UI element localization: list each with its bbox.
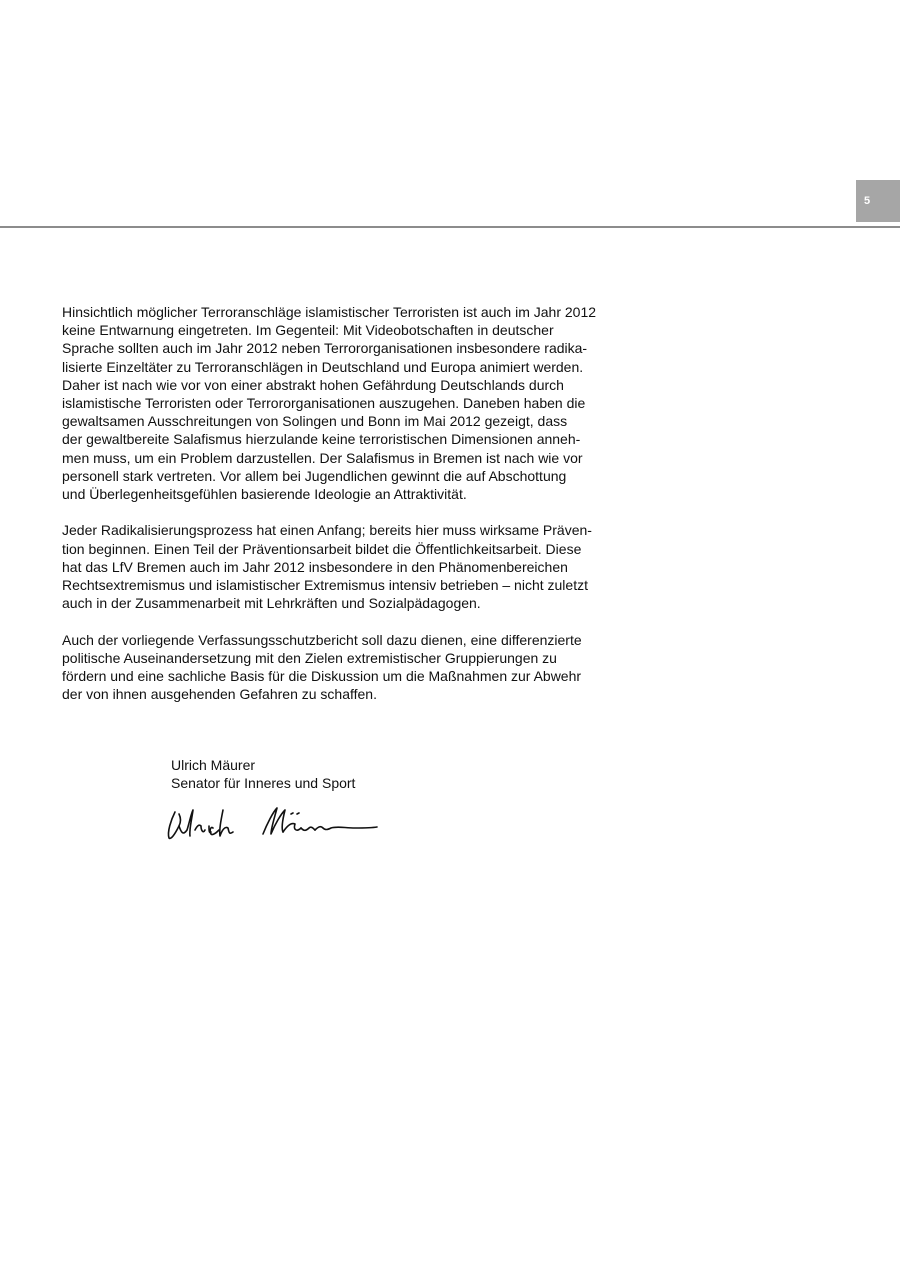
text-line: Hinsichtlich möglicher Terroranschläge islamistischer Terroristen ist auch im Jahr 2012 [62,304,597,320]
text-line: der von ihnen ausgehenden Gefahren zu schaffen. [62,686,377,703]
text-line: Jeder Radikalisierungsprozess hat einen Anfang; bereits hier muss wirksame Präven- [62,522,592,539]
page-number-tab [856,180,900,222]
paragraph-3 [62,631,622,704]
signatory-name: Ulrich Mäurer [171,757,256,773]
text-line: der gewaltbereite Salafismus hierzulande keine terroristischen Dimensionen anneh- [62,431,581,448]
text-line: Sprache sollten auch im Jahr 2012 neben Terrororganisationen insbesondere radika- [62,340,588,357]
paragraph-1 [62,303,622,503]
header-rule [0,226,900,228]
text-line: Auch der vorliegende Verfassungsschutzbericht soll dazu dienen, eine differenzierte [62,631,582,648]
text-line: Daher ist nach wie vor von einer abstrakt hohen Gefährdung Deutschlands durch [62,376,564,393]
text-line: tion beginnen. Einen Teil der Präventionsarbeit bildet die Öffentlichkeitsarbeit. Diese [62,540,582,557]
text-line: hat das LfV Bremen auch im Jahr 2012 insbesondere in den Phänomenbereichen [62,558,568,575]
text-line: men muss, um ein Problem darzustellen. Der Salafismus in Bremen ist nach wie vor [62,449,583,466]
paragraph-2 [62,521,622,612]
text-line: personell stark vertreten. Vor allem bei Jugendlichen gewinnt die auf Abschottung [62,467,567,484]
text-line: politische Auseinandersetzung mit den Zielen extremistischer Gruppierungen zu [62,649,557,666]
body-text [62,303,622,722]
text-line: lisierte Einzeltäter zu Terroranschlägen in Deutschland und Europa animiert werden. [62,358,584,375]
text-line: und Überlegenheitsgefühlen basierende Ideologie an Attraktivität. [62,486,467,503]
text-line: Rechtsextremismus und islamistischer Extremismus intensiv betrieben – nicht zuletzt [62,577,588,594]
signatory-title: Senator für Inneres und Sport [171,775,356,792]
text-line: fördern und eine sachliche Basis für die Diskussion um die Maßnahmen zur Abwehr [62,668,582,685]
text-line: auch in der Zusammenarbeit mit Lehrkräften und Sozialpädagogen. [62,595,481,612]
text-line: islamistische Terroristen oder Terrororganisationen auszugehen. Daneben haben die [62,395,586,412]
signature-block [171,756,355,792]
page-number: 5 [864,195,871,207]
text-line: keine Entwarnung eingetreten. Im Gegenteil: Mit Videobotschaften in deutscher [62,322,554,339]
handwritten-signature [165,800,380,845]
text-line: gewaltsamen Ausschreitungen von Solingen und Bonn im Mai 2012 gezeigt, dass [62,413,568,430]
